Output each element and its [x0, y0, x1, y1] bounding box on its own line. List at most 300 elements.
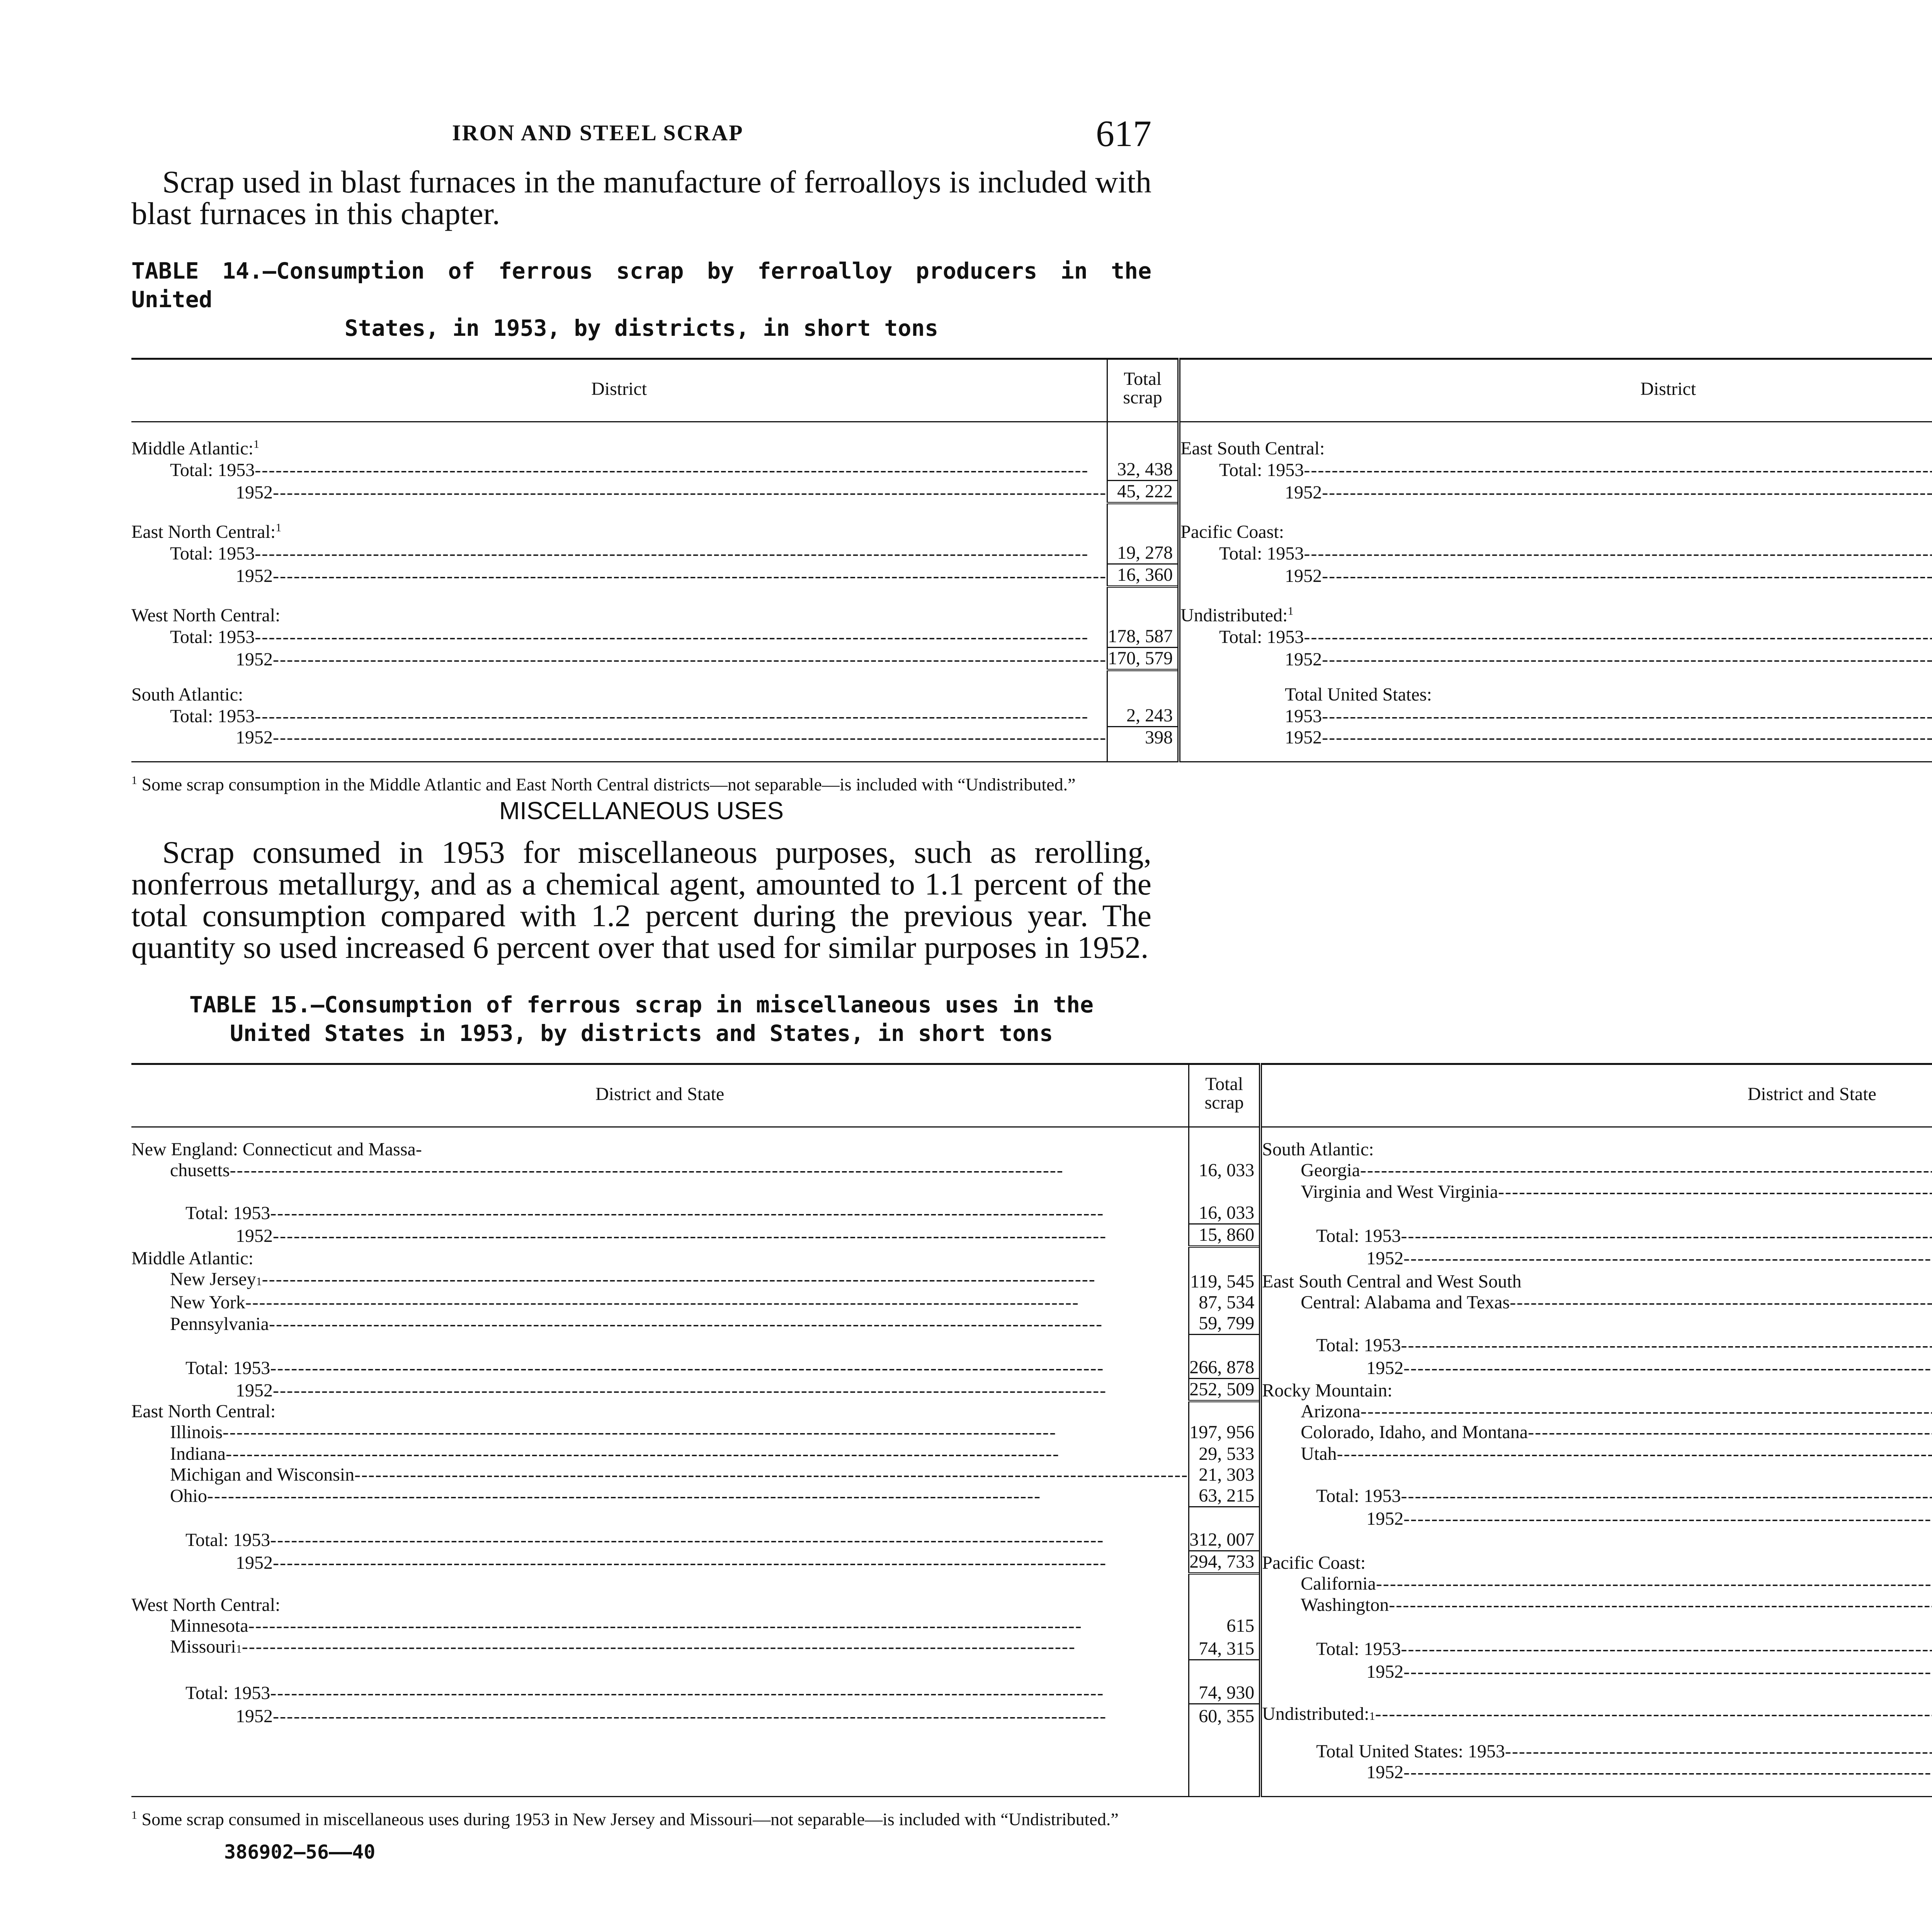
table-cell-label — [1260, 1762, 1932, 1783]
leader-dots — [1376, 1573, 1932, 1594]
table15-caption — [131, 990, 1151, 1048]
row-label: West North Central: — [131, 1595, 281, 1616]
row-label: Total: 1953 — [1316, 1335, 1401, 1356]
table15-caption-line2: United States in 1953, by districts and States, in short tons — [230, 1020, 1053, 1047]
table-cell-value — [1107, 587, 1179, 601]
row-label: 1952 — [236, 1706, 273, 1727]
table-row — [131, 543, 1932, 564]
table-cell-value: 74, 315 — [1189, 1636, 1261, 1660]
table-cell-value: 21, 303 — [1189, 1464, 1261, 1485]
leader-dots — [1304, 543, 1932, 564]
table-cell-value: 16, 033 — [1189, 1160, 1261, 1181]
table-row — [131, 1181, 1932, 1202]
table-cell-label — [131, 1660, 1189, 1682]
table-cell-label — [1260, 1356, 1932, 1379]
table-cell-label — [131, 422, 1107, 459]
leader-dots — [273, 727, 1107, 748]
table-cell-label — [1260, 1422, 1932, 1443]
table-cell-value — [1189, 1181, 1261, 1202]
table-cell-label — [1179, 705, 1932, 727]
table-cell-value: 63, 215 — [1189, 1485, 1261, 1507]
table-cell-label — [1179, 564, 1932, 587]
table-cell-value: 16, 033 — [1189, 1202, 1261, 1224]
table15-col-district-left: District and State — [131, 1064, 1189, 1127]
table-cell-value — [1189, 1594, 1261, 1616]
table-cell-value: 252, 509 — [1189, 1379, 1261, 1401]
table-cell-label — [1179, 670, 1932, 684]
row-label: Minnesota — [170, 1616, 248, 1636]
leader-dots — [1510, 1292, 1932, 1313]
row-label: West North Central: — [131, 605, 281, 626]
table-cell-label — [131, 459, 1107, 481]
table-cell-value: 29, 533 — [1189, 1443, 1261, 1464]
table-cell-label — [131, 564, 1107, 587]
table-row — [131, 1507, 1932, 1529]
row-label: 1952 — [1366, 1357, 1404, 1378]
table-cell-value: 119, 545 — [1189, 1269, 1261, 1292]
table-cell-label — [1260, 1202, 1932, 1224]
leader-dots — [255, 706, 1107, 727]
table-cell-label — [1260, 1727, 1932, 1741]
leader-dots — [1403, 1358, 1932, 1379]
table-row — [131, 1160, 1932, 1181]
table-row — [131, 1594, 1932, 1616]
table-row — [131, 748, 1932, 762]
row-label: 1952 — [1366, 1762, 1404, 1783]
leader-dots — [1401, 1639, 1932, 1660]
table-cell-label — [1260, 1682, 1932, 1704]
row-label: 1953 — [1285, 706, 1322, 726]
leader-dots — [273, 1706, 1188, 1727]
table-row — [131, 648, 1932, 670]
table-cell-label — [1260, 1127, 1932, 1160]
table-cell-label — [131, 748, 1107, 762]
table-row — [131, 601, 1932, 626]
table14-col-total-left-label: Total scrap — [1123, 369, 1162, 408]
table-row — [131, 1727, 1932, 1741]
row-label: Total: 1953 — [1316, 1225, 1401, 1246]
row-label: Pacific Coast: — [1262, 1552, 1366, 1573]
row-label: 1952 — [1285, 727, 1322, 748]
running-title: IRON AND STEEL SCRAP — [452, 120, 744, 145]
leader-dots — [207, 1486, 1188, 1507]
table14-col-district-left: District — [131, 359, 1107, 422]
row-label: Virginia and West Virginia — [1301, 1181, 1498, 1202]
row-label: 1952 — [1285, 482, 1322, 503]
row-label: Total: 1953 — [185, 1357, 270, 1378]
table-cell-label — [1260, 1292, 1932, 1313]
row-label: Total: 1953 — [1219, 543, 1304, 564]
table14-footnote-marker: 1 — [131, 774, 137, 787]
leader-dots — [262, 1269, 1189, 1290]
table15-footnote-marker: 1 — [131, 1809, 137, 1822]
row-label: Pennsylvania — [170, 1313, 269, 1334]
leader-dots — [255, 627, 1107, 648]
table14-col-district-right: District — [1179, 359, 1932, 422]
table-cell-label — [131, 1269, 1189, 1292]
table-cell-label — [1260, 1335, 1932, 1356]
table-cell-label — [131, 1181, 1189, 1202]
leader-dots — [245, 1292, 1189, 1313]
table-row — [131, 626, 1932, 648]
table-cell-label — [131, 1202, 1189, 1224]
row-label: Colorado, Idaho, and Montana — [1301, 1422, 1528, 1443]
table-cell-value — [1107, 748, 1179, 762]
table-cell-label — [1260, 1594, 1932, 1616]
table15-col-district-right: District and State — [1260, 1064, 1932, 1127]
table-cell-label — [1179, 503, 1932, 517]
leader-dots — [1505, 1741, 1932, 1762]
table14-caption — [131, 257, 1151, 342]
table-cell-label — [131, 1573, 1189, 1594]
table-cell-label — [131, 1682, 1189, 1704]
table-cell-label — [1260, 1247, 1932, 1269]
table15-col-total-left-label: Total scrap — [1204, 1074, 1244, 1113]
table14-header-row — [131, 359, 1932, 422]
table-cell-label — [1179, 684, 1932, 705]
table14-col-total-left — [1107, 359, 1179, 422]
table-cell-label — [1260, 1269, 1932, 1292]
table-cell-value: 32, 438 — [1107, 459, 1179, 481]
row-label: Middle Atlantic: — [131, 1248, 253, 1269]
row-label: Georgia — [1301, 1160, 1360, 1181]
table-cell-label — [1260, 1741, 1932, 1762]
table-cell-value — [1189, 1335, 1261, 1356]
table-row — [131, 1783, 1932, 1797]
table-cell-value — [1189, 1401, 1261, 1422]
table-cell-label — [131, 1127, 1189, 1160]
row-label: East North Central: — [131, 1401, 276, 1422]
leader-dots — [248, 1616, 1189, 1636]
row-label: New Jersey — [170, 1269, 256, 1290]
table-row — [131, 1443, 1932, 1464]
leader-dots — [230, 1160, 1189, 1181]
row-label: Middle Atlantic: — [131, 438, 253, 459]
table-cell-label — [131, 684, 1107, 705]
leader-dots — [1337, 1444, 1932, 1464]
table-cell-label — [1260, 1529, 1932, 1551]
table-cell-label — [131, 587, 1107, 601]
row-label: East South Central: — [1180, 438, 1325, 459]
row-label: 1952 — [236, 1225, 273, 1246]
table15-body — [131, 1127, 1932, 1797]
table-cell-value: 2, 243 — [1107, 705, 1179, 727]
table-cell-value — [1189, 1247, 1261, 1269]
leader-dots — [270, 1203, 1188, 1224]
row-label: Indiana — [170, 1443, 226, 1464]
table-row — [131, 1247, 1932, 1269]
table-cell-value — [1107, 601, 1179, 626]
table-cell-label — [1260, 1704, 1932, 1727]
table-cell-label — [131, 1313, 1189, 1335]
table-cell-label — [1260, 1224, 1932, 1247]
row-label: Total: 1953 — [170, 459, 255, 480]
table-cell-label — [131, 1594, 1189, 1616]
leader-dots — [1360, 1160, 1932, 1181]
table-row — [131, 1616, 1932, 1636]
imprint-code: 386902—56——40 — [224, 1840, 376, 1863]
leader-dots — [273, 566, 1107, 587]
table15-caption-line1: TABLE 15.—Consumption of ferrous scrap in miscellaneous uses in the — [189, 992, 1094, 1018]
table-cell-label — [1260, 1401, 1932, 1422]
table-cell-value: 266, 878 — [1189, 1356, 1261, 1379]
table15-footnote — [131, 1806, 1151, 1829]
row-label: Washington — [1301, 1595, 1389, 1616]
row-label: 1952 — [236, 649, 273, 670]
table-cell-label — [1260, 1573, 1932, 1594]
leader-dots — [273, 1226, 1188, 1247]
table-row — [131, 1485, 1932, 1507]
table-row — [131, 1529, 1932, 1551]
misc-paragraph: Scrap consumed in 1953 for miscellaneous purposes, such as rerolling, nonferrous metallurgy, and as a chemical agent, amounted to 1.1 percent of the total consumption compared with 1.2 percent during the previous year. The quantity so used increased 6 percent over that used for similar purposes in 1952. — [131, 835, 1151, 965]
intro-paragraph: Scrap used in blast furnaces in the manufacture of ferroalloys is included with blast furnaces in this chapter. — [131, 164, 1151, 231]
row-label: 1952 — [236, 482, 273, 503]
table-cell-label — [131, 1485, 1189, 1507]
row-label: 1952 — [1366, 1661, 1404, 1682]
leader-dots — [1498, 1182, 1932, 1202]
table-row — [131, 564, 1932, 587]
table-cell-label — [131, 1292, 1189, 1313]
table-row — [131, 670, 1932, 684]
table-cell-label — [1260, 1464, 1932, 1485]
table-cell-value: 59, 799 — [1189, 1313, 1261, 1335]
table-row — [131, 1269, 1932, 1292]
footnote-ref: 1 — [236, 1643, 242, 1656]
table-cell-value — [1107, 503, 1179, 517]
row-label: Pacific Coast: — [1180, 522, 1284, 542]
table-row — [131, 503, 1932, 517]
leader-dots — [1403, 1662, 1932, 1682]
table-cell-label — [1260, 1660, 1932, 1682]
leader-dots — [1403, 1762, 1932, 1783]
table-cell-label — [1179, 587, 1932, 601]
table14-body — [131, 422, 1932, 762]
row-label: Total: 1953 — [185, 1530, 270, 1551]
table-cell-label — [131, 1529, 1189, 1551]
table-cell-value: 74, 930 — [1189, 1682, 1261, 1704]
document-page — [131, 112, 1876, 1863]
table-cell-value: 294, 733 — [1189, 1551, 1261, 1573]
table-row — [131, 422, 1932, 459]
table-row — [131, 1573, 1932, 1594]
table-row — [131, 1224, 1932, 1247]
table-row — [131, 1335, 1932, 1356]
table-cell-label — [131, 1507, 1189, 1529]
row-label: Total: 1953 — [170, 706, 255, 726]
table-cell-value — [1189, 1507, 1261, 1529]
table-cell-label — [131, 670, 1107, 684]
leader-dots — [269, 1314, 1188, 1335]
table-cell-label — [131, 1616, 1189, 1636]
row-label: East South Central and West South — [1262, 1271, 1522, 1292]
table-row — [131, 705, 1932, 727]
table-row — [131, 1551, 1932, 1573]
leader-dots — [273, 649, 1107, 670]
table-cell-label — [1260, 1636, 1932, 1660]
table-cell-label — [131, 1443, 1189, 1464]
table-row — [131, 1636, 1932, 1660]
table-cell-label — [131, 648, 1107, 670]
table-cell-value — [1189, 1127, 1261, 1160]
table-cell-label — [131, 1636, 1189, 1660]
row-label: 1952 — [1285, 649, 1322, 670]
table-cell-label — [1260, 1379, 1932, 1401]
table-cell-label — [131, 1704, 1189, 1727]
row-label: Undistributed: — [1180, 605, 1288, 626]
table-row — [131, 1313, 1932, 1335]
row-label: 1952 — [236, 1552, 273, 1573]
table-cell-value — [1189, 1727, 1261, 1741]
table-cell-value: 178, 587 — [1107, 626, 1179, 648]
footnote-ref: 1 — [1287, 605, 1294, 617]
row-label: New York — [170, 1292, 245, 1313]
row-label: Central: Alabama and Texas — [1301, 1292, 1510, 1313]
footnote-ref: 1 — [256, 1275, 262, 1288]
leader-dots — [273, 1380, 1188, 1401]
table-row — [131, 1464, 1932, 1485]
leader-dots — [1322, 566, 1932, 587]
table-cell-label — [131, 1379, 1189, 1401]
row-label: Total: 1953 — [185, 1203, 270, 1224]
table-cell-label — [131, 1422, 1189, 1443]
table-cell-label — [1179, 422, 1932, 459]
table-cell-value: 15, 860 — [1189, 1224, 1261, 1247]
table14-caption-line2: States, in 1953, by districts, in short tons — [344, 315, 939, 341]
table-row — [131, 1202, 1932, 1224]
table-row — [131, 727, 1932, 748]
table-cell-label — [131, 1464, 1189, 1485]
table-cell-value — [1189, 1762, 1261, 1783]
leader-dots — [223, 1422, 1188, 1443]
table-cell-value: 615 — [1189, 1616, 1261, 1636]
row-label: chusetts — [170, 1160, 230, 1181]
table-cell-value — [1189, 1741, 1261, 1762]
table-row — [131, 1682, 1932, 1704]
table-cell-value: 19, 278 — [1107, 543, 1179, 564]
leader-dots — [1403, 1509, 1932, 1529]
row-label: Total: 1953 — [170, 543, 255, 564]
leader-dots — [1304, 460, 1932, 481]
table-cell-value — [1107, 517, 1179, 543]
table-cell-value — [1189, 1660, 1261, 1682]
table-cell-label — [131, 1401, 1189, 1422]
leader-dots — [255, 543, 1107, 564]
leader-dots — [1403, 1248, 1932, 1269]
table-cell-label — [131, 705, 1107, 727]
table-cell-label — [131, 1247, 1189, 1269]
table-row — [131, 1741, 1932, 1762]
table-cell-label — [1260, 1783, 1932, 1797]
footnote-ref: 1 — [253, 438, 259, 451]
row-label: Total United States: — [1285, 684, 1432, 705]
table-cell-label — [1260, 1507, 1932, 1529]
leader-dots — [1322, 649, 1932, 670]
leader-dots — [1389, 1595, 1932, 1616]
leader-dots — [1528, 1422, 1932, 1443]
table-cell-value — [1189, 1573, 1261, 1594]
table-cell-label — [1179, 727, 1932, 748]
row-label: Total: 1953 — [1219, 626, 1304, 647]
table-cell-label — [1260, 1551, 1932, 1573]
table-cell-label — [1179, 648, 1932, 670]
leader-dots — [1322, 727, 1932, 748]
leader-dots — [1401, 1226, 1932, 1247]
table-cell-label — [131, 727, 1107, 748]
table-row — [131, 481, 1932, 503]
table15 — [131, 1063, 1932, 1797]
table-row — [131, 1356, 1932, 1379]
row-label: 1952 — [1366, 1248, 1404, 1269]
misc-heading: MISCELLANEOUS USES — [499, 797, 784, 825]
table-row — [131, 1292, 1932, 1313]
row-label: New England: Connecticut and Massa- — [131, 1139, 422, 1160]
row-label: Ohio — [170, 1486, 207, 1507]
row-label: 1952 — [236, 727, 273, 748]
table14-footnote-text: Some scrap consumption in the Middle Atlantic and East North Central districts—not separable—is included with “Undistributed.” — [141, 774, 1076, 794]
row-label: Utah — [1301, 1443, 1337, 1464]
leader-dots — [270, 1530, 1188, 1551]
table-cell-value — [1107, 422, 1179, 459]
row-label: East North Central: — [131, 522, 276, 542]
leader-dots — [1375, 1704, 1932, 1725]
table-cell-value — [1107, 670, 1179, 684]
table-cell-label — [1260, 1485, 1932, 1507]
row-label: Michigan and Wisconsin — [170, 1464, 355, 1485]
table-row — [131, 587, 1932, 601]
table-cell-label — [131, 1741, 1189, 1762]
table15-col-total-left — [1189, 1064, 1261, 1127]
table-cell-label — [131, 626, 1107, 648]
table-cell-label — [1260, 1313, 1932, 1335]
table-cell-label — [1260, 1160, 1932, 1181]
table-cell-label — [1179, 481, 1932, 503]
table-cell-label — [131, 1356, 1189, 1379]
table-cell-label — [1179, 543, 1932, 564]
leader-dots — [270, 1683, 1188, 1704]
table-cell-label — [1260, 1181, 1932, 1202]
table-cell-label — [1179, 748, 1932, 762]
row-label: 1952 — [236, 566, 273, 586]
table-cell-value: 312, 007 — [1189, 1529, 1261, 1551]
leader-dots — [273, 482, 1107, 503]
table-cell-label — [1179, 517, 1932, 543]
table-row — [131, 517, 1932, 543]
table-cell-value: 45, 222 — [1107, 481, 1179, 503]
table-cell-value — [1189, 1783, 1261, 1797]
row-label: 1952 — [1366, 1508, 1404, 1529]
row-label: 1952 — [1285, 566, 1322, 586]
row-label: Missouri — [170, 1636, 236, 1657]
row-label: Total: 1953 — [185, 1683, 270, 1704]
leader-dots — [242, 1636, 1189, 1657]
row-label: South Atlantic: — [1262, 1139, 1374, 1160]
table-cell-label — [1179, 601, 1932, 626]
table-row — [131, 1660, 1932, 1682]
table-cell-label — [131, 1224, 1189, 1247]
table-cell-label — [131, 1727, 1189, 1741]
table-row — [131, 1127, 1932, 1160]
table-cell-value: 197, 956 — [1189, 1422, 1261, 1443]
table-cell-label — [1179, 626, 1932, 648]
table-cell-label — [131, 1335, 1189, 1356]
table-cell-label — [131, 1160, 1189, 1181]
table-cell-label — [131, 517, 1107, 543]
leader-dots — [270, 1358, 1188, 1379]
table14-footnote — [131, 771, 1151, 794]
page-number: 617 — [1096, 113, 1151, 154]
row-label: Total United States: 1953 — [1316, 1741, 1505, 1762]
row-label: South Atlantic: — [131, 684, 243, 705]
